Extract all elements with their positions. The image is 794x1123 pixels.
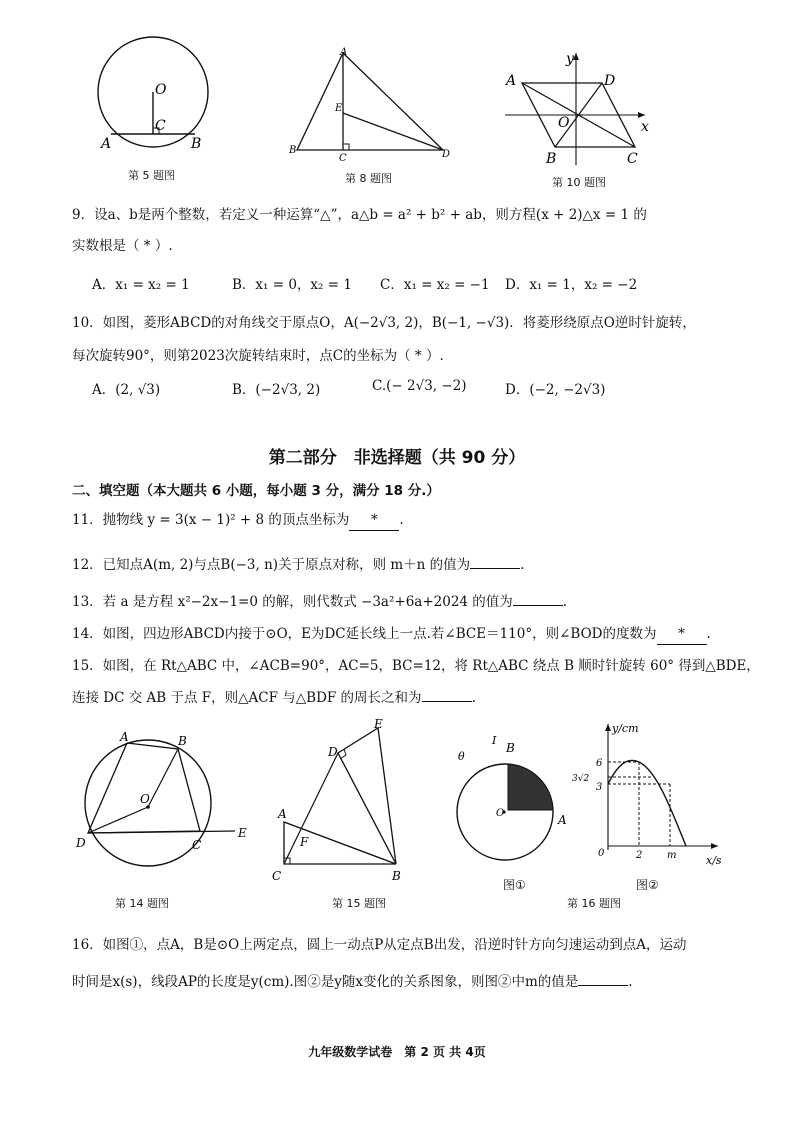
question-16-end: . <box>628 974 633 990</box>
svg-text:m: m <box>667 850 677 861</box>
question-14-text: 14．如图，四边形ABCD内接于⊙O，E为DC延长线上一点.若∠BCE＝110°，则∠BOD的度数为 <box>72 626 657 642</box>
question-9-stem-cont: 实数根是（ * ）. <box>72 238 173 254</box>
question-13-answer-blank <box>513 605 563 606</box>
svg-text:E: E <box>374 717 383 731</box>
svg-text:θ: θ <box>458 750 465 763</box>
caption-figure-8: 第 8 题图 <box>345 172 392 185</box>
svg-text:A: A <box>340 47 348 58</box>
question-11-end: . <box>399 512 404 528</box>
svg-text:2: 2 <box>636 850 643 861</box>
question-16-stem: 16．如图①，点A，B是⊙O上两定点，圆上一动点P从定点B出发，沿逆时针方向匀速运动到点A，运动 <box>72 937 687 953</box>
question-12-answer-blank <box>470 568 520 569</box>
figure-15 <box>268 718 413 888</box>
svg-text:C: C <box>272 869 282 883</box>
question-11-text: 11．抛物线 y = 3(x − 1)² + 8 的顶点坐标为 <box>72 512 350 528</box>
svg-text:D: D <box>328 745 338 759</box>
caption-figure-15: 第 15 题图 <box>332 897 386 910</box>
svg-text:A: A <box>506 73 517 89</box>
question-16-text: 时间是x(s)，线段AP的长度是y(cm).图②是y随x变化的关系图象，则图②中m的值是 <box>72 974 579 990</box>
part-2-title: 第二部分 非选择题（共 90 分） <box>268 448 526 468</box>
question-14-end: . <box>706 626 711 642</box>
page-footer: 九年级数学试卷 第 2 页 共 4页 <box>308 1045 486 1059</box>
question-10-stem: 10．如图，菱形ABCD的对角线交于原点O，A(−2√3, 2)，B(−1, −√3)．将菱形绕原点O逆时针旋转， <box>72 315 696 331</box>
svg-text:A: A <box>101 136 112 152</box>
question-15-stem: 15．如图，在 Rt△ABC 中，∠ACB=90°，AC=5，BC=12，将 Rt△ABC 绕点 B 顺时针旋转 60° 得到△BDE， <box>72 658 760 674</box>
section-2-title: 二、填空题（本大题共 6 小题，每小题 3 分，满分 18 分.） <box>72 483 440 499</box>
svg-text:B: B <box>546 151 557 167</box>
caption-figure-14: 第 14 题图 <box>115 897 169 910</box>
question-15-answer-blank <box>422 701 472 702</box>
svg-text:E: E <box>238 826 247 840</box>
question-11-answer-blank: * <box>349 510 399 531</box>
question-10-option-b: B．(−2√3, 2) <box>232 382 321 398</box>
question-14 <box>72 624 711 645</box>
svg-text:y/cm: y/cm <box>612 722 639 735</box>
question-12-text: 12．已知点A(m, 2)与点B(−3, n)关于原点对称，则 m＋n 的值为 <box>72 557 471 573</box>
figure-16-diagram-1 <box>450 730 565 870</box>
svg-text:x: x <box>641 119 649 135</box>
question-12-end: . <box>520 557 525 573</box>
svg-text:O: O <box>140 792 150 806</box>
caption-figure-16-2: 图② <box>636 878 659 892</box>
question-14-answer-blank: * <box>657 624 707 645</box>
svg-text:E: E <box>335 103 343 114</box>
svg-text:C: C <box>192 838 202 852</box>
figure-10 <box>500 45 665 170</box>
question-16-answer-blank <box>578 985 628 986</box>
question-9-option-d: D．x₁ = 1，x₂ = −2 <box>505 277 638 293</box>
figure-16-graph-2 <box>568 718 733 868</box>
question-10-option-c: C.(− 2√3, −2) <box>372 378 467 394</box>
question-9-option-b: B．x₁ = 0，x₂ = 1 <box>232 277 352 293</box>
svg-text:6: 6 <box>596 758 603 769</box>
question-9-option-c: C．x₁ = x₂ = −1 <box>380 277 490 293</box>
svg-text:3√2: 3√2 <box>572 774 590 784</box>
svg-text:C: C <box>155 118 166 134</box>
svg-text:A: A <box>278 807 287 821</box>
svg-text:D: D <box>76 836 86 850</box>
svg-text:D: D <box>604 73 616 89</box>
svg-text:O: O <box>155 82 167 98</box>
figure-14 <box>70 725 255 870</box>
question-10-stem-cont: 每次旋转90°，则第2023次旋转结束时，点C的坐标为（ * ）. <box>72 348 444 364</box>
svg-text:B: B <box>289 145 297 156</box>
svg-text:C: C <box>627 151 638 167</box>
svg-text:B: B <box>191 136 202 152</box>
svg-text:y: y <box>566 51 574 67</box>
svg-text:x/s: x/s <box>706 854 722 867</box>
svg-text:C: C <box>339 153 347 164</box>
question-12 <box>72 555 524 575</box>
question-9-stem: 9．设a、b是两个整数，若定义一种运算“△”，a△b = a² + b² + ab，则方程(x + 2)△x = 1 的 <box>72 207 647 223</box>
question-10-option-a: A．(2, √3) <box>92 382 161 398</box>
caption-figure-16-1: 图① <box>503 878 526 892</box>
caption-figure-10: 第 10 题图 <box>552 176 606 189</box>
svg-text:A: A <box>558 813 567 827</box>
caption-figure-16: 第 16 题图 <box>567 897 621 910</box>
svg-text:O: O <box>558 115 570 131</box>
question-15-end: . <box>471 690 476 706</box>
question-10-option-d: D．(−2, −2√3) <box>505 382 606 398</box>
question-13 <box>72 592 567 612</box>
question-15-text: 连接 DC 交 AB 于点 F，则△ACF 与△BDF 的周长之和为 <box>72 690 422 706</box>
svg-text:O: O <box>496 808 505 819</box>
question-9-option-a: A．x₁ = x₂ = 1 <box>92 277 190 293</box>
question-13-end: . <box>562 594 568 610</box>
question-11 <box>72 510 404 531</box>
svg-text:B: B <box>506 741 515 755</box>
svg-text:3: 3 <box>596 782 603 793</box>
figure-8 <box>285 45 460 165</box>
svg-text:F: F <box>300 835 309 849</box>
question-13-text: 13．若 a 是方程 x²−2x−1=0 的解，则代数式 −3a²+6a+2024 的值为 <box>72 594 513 610</box>
svg-text:B: B <box>178 734 187 748</box>
svg-text:B: B <box>392 869 401 883</box>
figure-5 <box>95 30 215 160</box>
svg-text:0: 0 <box>598 848 605 859</box>
caption-figure-5: 第 5 题图 <box>128 169 175 182</box>
svg-text:I: I <box>492 734 497 747</box>
svg-text:A: A <box>120 730 129 744</box>
question-16-stem-cont <box>72 972 633 992</box>
question-15-stem-cont <box>72 688 476 708</box>
svg-text:D: D <box>442 149 451 160</box>
